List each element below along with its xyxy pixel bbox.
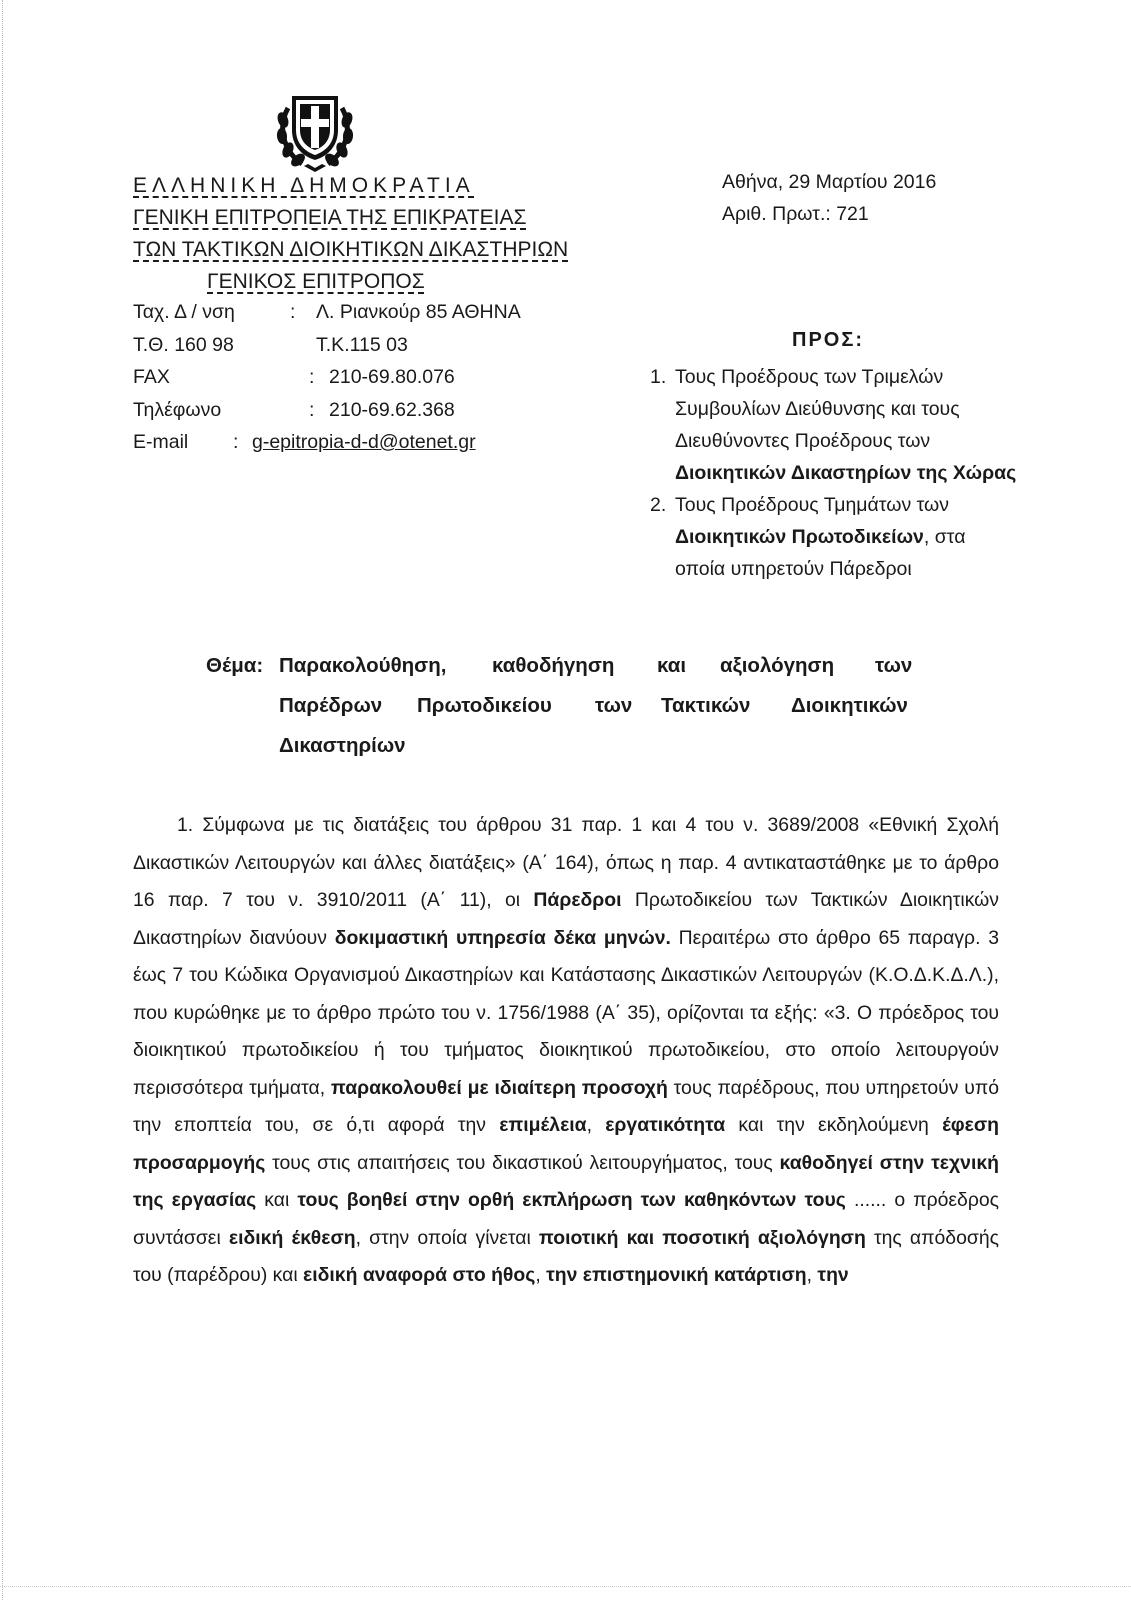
recipient-2-bold: Διοικητικών Πρωτοδικείων xyxy=(675,526,924,548)
body-text-segment: της απόδοσής του (παρέδρου) και xyxy=(133,1226,999,1286)
body-bold-segment: εργατικότητα xyxy=(605,1114,726,1136)
body-bold-segment: ειδική έκθεση xyxy=(228,1226,356,1249)
recipients-title: ΠΡΟΣ: xyxy=(792,329,865,351)
postal-code: Τ.Κ.115 03 xyxy=(316,333,408,356)
po-box-label: Τ.Θ. 160 98 xyxy=(133,333,234,356)
address-label: Ταχ. Δ / νση xyxy=(133,301,235,323)
scan-bottom-artifact xyxy=(0,1586,1131,1589)
body-bold-segment: Πάρεδροι xyxy=(533,889,622,911)
body-text-segment: , xyxy=(535,1264,547,1286)
body-text-segment: Περαιτέρω στο άρθρο 65 παραγρ. 3 έως 7 του Κώδικα Οργανισμού Δικαστηρίων και Κατάστασης Δικαστικών Λειτουργών (Κ.Ο.Δ.Κ.Δ.Λ.), που κυρώθηκε με το άρθρο πρώτο του ν. 1756/1988 (Α΄ 35), ορίζονται τα εξής: «3. Ο πρόεδρος του διοικητικού πρωτοδικείου ή του τμήματος διοικητικού πρωτοδικείου, στο οποίο λειτουργούν περισσότερα τμήματα, xyxy=(133,926,999,1099)
subject-line-3 xyxy=(206,726,926,766)
recipient-2-line-1: Τους Προέδρους Τμημάτων των xyxy=(675,494,950,516)
subject-line-2 xyxy=(206,686,926,726)
body-bold-segment: παρακολουθεί με ιδιαίτερη προσοχή xyxy=(330,1076,668,1099)
subject-word: των xyxy=(595,694,633,717)
org-line-1: ΕΛΛΗΝΙΚΗ ΔΗΜΟΚΡΑΤΙΑ xyxy=(133,174,475,197)
org-line-2: ΓΕΝΙΚΗ ΕΠΙΤΡΟΠΕΙΑ ΤΗΣ ΕΠΙΚΡΑΤΕΙΑΣ xyxy=(133,206,527,229)
subject-word: Παρέδρων xyxy=(279,694,383,717)
recipient-1-line-4: Διοικητικών Δικαστηρίων της Χώρας xyxy=(675,462,1017,484)
fax-label: FAX xyxy=(133,366,170,388)
subject-word: καθοδήγηση xyxy=(492,654,615,677)
recipient-2-rest: , στα xyxy=(923,526,966,548)
recipient-1-line-1: Τους Προέδρους των Τριμελών xyxy=(675,366,944,388)
protocol-number: Αριθ. Πρωτ.: 721 xyxy=(722,203,869,225)
greek-coat-of-arms-icon xyxy=(274,86,356,174)
subject-word: Τακτικών xyxy=(661,694,751,717)
recipient-1-line-2: Συμβουλίων Διεύθυνσης και τους xyxy=(675,398,960,420)
body-text-segment: και την εκδηλούμενη xyxy=(725,1114,943,1136)
org-line-4: ΓΕΝΙΚΟΣ ΕΠΙΤΡΟΠΟΣ xyxy=(207,270,425,293)
address-value: Λ. Ριανκούρ 85 ΑΘΗΝΑ xyxy=(316,301,521,323)
body-text-segment: τους στις απαιτήσεις του δικαστικού λειτουργήματος, τους xyxy=(265,1151,780,1174)
recipient-1-number: 1. xyxy=(650,366,667,388)
recipient-2-number: 2. xyxy=(650,494,667,516)
email-separator: : xyxy=(233,431,239,453)
body-bold-segment: ειδική αναφορά στο ήθος xyxy=(303,1264,536,1286)
body-paragraph xyxy=(133,807,999,1295)
body-text-segment: τους παρέδρους, που υπηρετούν υπό την εποπτεία του, σε ό,τι αφορά την xyxy=(133,1076,1000,1136)
email-row xyxy=(133,426,603,458)
subject-line-1 xyxy=(206,646,926,686)
subject-word: Παρακολούθηση, xyxy=(279,654,447,677)
body-text-segment: 1. Σύμφωνα με τις διατάξεις του άρθρου 31 παρ. 1 και 4 του ν. 3689/2008 «Εθνική Σχολή Δικαστικών Λειτουργών και άλλες διατάξεις» (Α΄ 164), όπως η παρ. 4 αντικαταστάθηκε με το άρθρο 16 παρ. 7 του ν. 3910/2011 (Α΄ 11), οι xyxy=(133,814,999,911)
subject-word: Δικαστηρίων xyxy=(279,734,406,757)
email-label: E-mail xyxy=(133,431,189,453)
body-text-segment: και xyxy=(256,1189,298,1211)
phone-separator: : xyxy=(309,398,315,421)
recipient-1-line-3: Διευθύνοντες Προέδρους των xyxy=(675,430,931,452)
recipient-2-line-2 xyxy=(675,521,965,553)
recipients-list xyxy=(650,361,1090,591)
address-separator: : xyxy=(290,301,296,323)
scan-margin-artifact xyxy=(2,0,7,1600)
body-bold-segment: καθοδηγεί στην τεχνική της εργασίας xyxy=(133,1151,999,1211)
subject-word: Διοικητικών xyxy=(791,694,908,717)
address-row xyxy=(133,296,603,328)
body-bold-segment: την επιστημονική κατάρτιση xyxy=(546,1264,807,1286)
phone-label: Τηλέφωνο xyxy=(133,398,222,421)
subject-word: και xyxy=(657,654,687,677)
body-text-segment: , xyxy=(586,1114,606,1136)
org-line-3: ΤΩΝ ΤΑΚΤΙΚΩΝ ΔΙΟΙΚΗΤΙΚΩΝ ΔΙΚΑΣΤΗΡΙΩΝ xyxy=(133,238,569,261)
body-text-segment: , xyxy=(806,1264,818,1286)
po-box-row xyxy=(133,329,603,361)
body-bold-segment: επιμέλεια xyxy=(499,1114,587,1136)
subject-word: Πρωτοδικείου xyxy=(417,694,552,717)
body-bold-segment: έφεση προσαρμογής xyxy=(133,1114,999,1174)
body-bold-segment: την xyxy=(817,1264,849,1286)
fax-value: 210-69.80.076 xyxy=(329,366,455,388)
body-bold-segment: ποιοτική και ποσοτική αξιολόγηση xyxy=(538,1226,866,1249)
subject-word: αξιολόγηση xyxy=(720,654,835,677)
contact-block xyxy=(133,296,613,466)
body-text-segment: ...... ο πρόεδρος συντάσσει xyxy=(133,1189,999,1249)
subject-label: Θέμα: xyxy=(206,654,264,677)
place-date: Αθήνα, 29 Μαρτίου 2016 xyxy=(722,171,937,193)
fax-separator: : xyxy=(309,366,315,388)
body-text-segment: Πρωτοδικείου των Τακτικών Διοικητικών Δικαστηρίων διανύουν xyxy=(133,889,1000,949)
body-bold-segment: δοκιμαστική υπηρεσία δέκα μηνών. xyxy=(334,926,671,949)
email-link[interactable]: g-epitropia-d-d@otenet.gr xyxy=(252,431,476,453)
body-bold-segment: τους βοηθεί στην ορθή εκπλήρωση των καθηκόντων τους xyxy=(297,1189,846,1211)
fax-row xyxy=(133,361,603,393)
subject-block xyxy=(206,646,926,768)
subject-word: των xyxy=(875,654,913,677)
body-text-segment: , στην οποία γίνεται xyxy=(355,1226,539,1249)
phone-value: 210-69.62.368 xyxy=(329,398,455,421)
recipient-2-line-3: οποία υπηρετούν Πάρεδροι xyxy=(675,558,912,580)
phone-row xyxy=(133,394,603,426)
